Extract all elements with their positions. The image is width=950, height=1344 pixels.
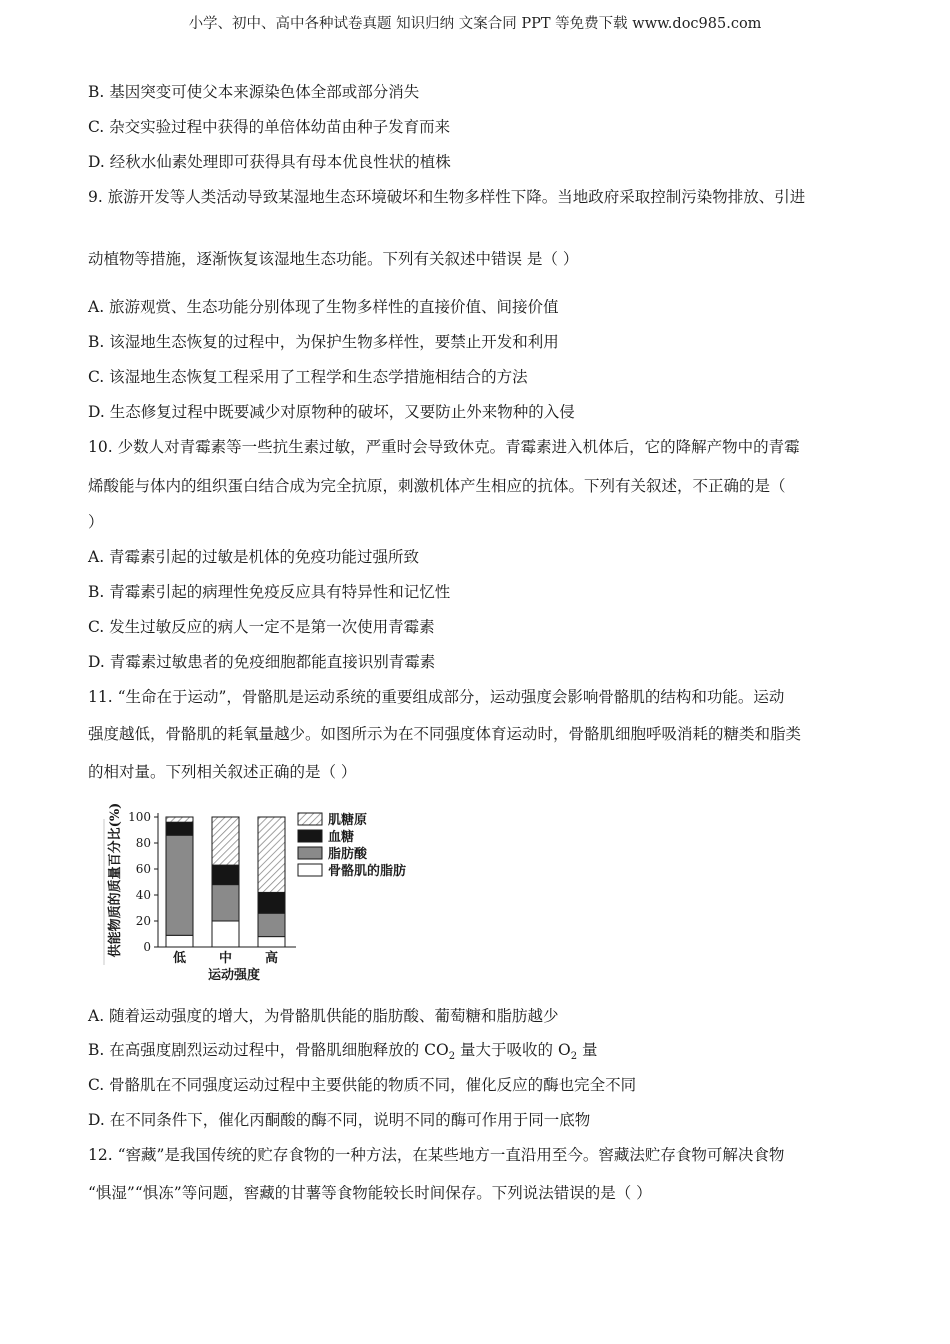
y-axis-label: 供能物质的质量百分比(%) (108, 802, 123, 958)
bar-segment-2-2 (258, 892, 285, 913)
q9-option-c: C. 该湿地生态恢复工程采用了工程学和生态学措施相结合的方法 (88, 368, 528, 386)
bar-segment-0-2 (166, 822, 193, 835)
q10-stem-line2: 烯酸能与体内的组织蛋白结合成为完全抗原，刺激机体产生相应的抗体。下列有关叙述，不正确的是（ (88, 477, 786, 495)
q9-option-b: B. 该湿地生态恢复的过程中，为保护生物多样性，要禁止开发和利用 (88, 333, 559, 351)
bar-segment-2-1 (258, 913, 285, 936)
bar-segment-0-3 (166, 817, 193, 822)
bar-segment-2-3 (258, 817, 285, 892)
q11-option-d: D. 在不同条件下，催化丙酮酸的酶不同，说明不同的酶可作用于同一底物 (88, 1111, 591, 1129)
q10-option-b: B. 青霉素引起的病理性免疫反应具有特异性和记忆性 (88, 583, 451, 601)
legend-label: 骨骼肌的脂肪 (328, 864, 407, 879)
legend-swatch (298, 864, 322, 876)
q12-stem-line1: 12. “窖藏”是我国传统的贮存食物的一种方法，在某些地方一直沿用至今。窖藏法贮存食物可解决食物 (88, 1146, 785, 1164)
q9-option-d: D. 生态修复过程中既要减少对原物种的破坏，又要防止外来物种的入侵 (88, 403, 575, 421)
legend-swatch (298, 830, 322, 842)
q11-stem-line1: 11. “生命在于运动”，骨骼肌是运动系统的重要组成部分，运动强度会影响骨骼肌的结构和功能。运动 (88, 688, 785, 706)
legend-label: 血糖 (328, 830, 355, 845)
co2-subscript: 2 (448, 1051, 456, 1063)
q12-stem-line2: “惧湿”“惧冻”等问题，窖藏的甘薯等食物能较长时间保存。下列说法错误的是（ ） (88, 1184, 652, 1202)
q9-stem-line2: 动植物等措施，逐渐恢复该湿地生态功能。下列有关叙述中错误 是（ ） (88, 250, 579, 268)
y-tick-label: 0 (143, 940, 151, 954)
q11-option-b-text-1: B. 在高强度剧烈运动过程中，骨骼肌细胞释放的 CO (88, 1041, 449, 1059)
q8-option-d: D. 经秋水仙素处理即可获得具有母本优良性状的植株 (88, 153, 451, 171)
o2-subscript: 2 (570, 1051, 578, 1063)
q11-stem-line3: 的相对量。下列相关叙述正确的是（ ） (88, 763, 357, 781)
y-tick-label: 100 (128, 810, 151, 824)
q10-option-a: A. 青霉素引起的过敏是机体的免疫功能过强所致 (88, 548, 420, 566)
bar-segment-0-1 (166, 835, 193, 935)
q11-option-b (88, 1040, 598, 1067)
page-header: 小学、初中、高中各种试卷真题 知识归纳 文案合同 PPT 等免费下载 www.doc985.com (188, 16, 762, 32)
q11-option-b-text-2: 量大于吸收的 O (455, 1041, 571, 1059)
y-tick-label: 20 (135, 914, 151, 928)
q8-option-c: C. 杂交实验过程中获得的单倍体幼苗由种子发育而来 (88, 118, 451, 136)
q11-stem-line2: 强度越低，骨骼肌的耗氧量越少。如图所示为在不同强度体育运动时，骨骼肌细胞呼吸消耗的糖类和脂类 (88, 725, 802, 743)
x-tick-label: 低 (172, 951, 187, 966)
x-tick-label: 中 (218, 951, 233, 966)
y-tick-label: 40 (135, 888, 151, 902)
q9-stem-line1: 9. 旅游开发等人类活动导致某湿地生态环境破坏和生物多样性下降。当地政府采取控制污染物排放、引进 (88, 188, 806, 206)
q10-stem-line3: ） (88, 513, 104, 531)
bar-segment-1-1 (212, 885, 239, 921)
legend-swatch (298, 847, 322, 859)
x-axis-label: 运动强度 (207, 968, 261, 983)
exercise-intensity-chart (98, 795, 438, 990)
q9-option-a: A. 旅游观赏、生态功能分别体现了生物多样性的直接价值、间接价值 (88, 298, 559, 316)
bar-segment-1-2 (212, 865, 239, 885)
q11-option-a: A. 随着运动强度的增大，为骨骼肌供能的脂肪酸、葡萄糖和脂肪越少 (88, 1007, 559, 1025)
q10-option-c: C. 发生过敏反应的病人一定不是第一次使用青霉素 (88, 618, 435, 636)
legend-label: 肌糖原 (328, 813, 368, 828)
bar-segment-1-3 (212, 817, 239, 865)
y-tick-label: 60 (135, 862, 151, 876)
bar-segment-2-0 (258, 937, 285, 947)
legend-swatch (298, 813, 322, 825)
bar-segment-0-0 (166, 935, 193, 947)
q11-option-c: C. 骨骼肌在不同强度运动过程中主要供能的物质不同，催化反应的酶也完全不同 (88, 1076, 637, 1094)
q10-stem-line1: 10. 少数人对青霉素等一些抗生素过敏，严重时会导致休克。青霉素进入机体后，它的降解产物中的青霉 (88, 438, 800, 456)
q11-option-b-text-3: 量 (577, 1041, 598, 1059)
q10-option-d: D. 青霉素过敏患者的免疫细胞都能直接识别青霉素 (88, 653, 436, 671)
x-tick-label: 高 (264, 951, 279, 966)
y-tick-label: 80 (135, 836, 151, 850)
q8-option-b: B. 基因突变可使父本来源染色体全部或部分消失 (88, 83, 420, 101)
bar-segment-1-0 (212, 921, 239, 947)
legend-label: 脂肪酸 (328, 847, 368, 862)
